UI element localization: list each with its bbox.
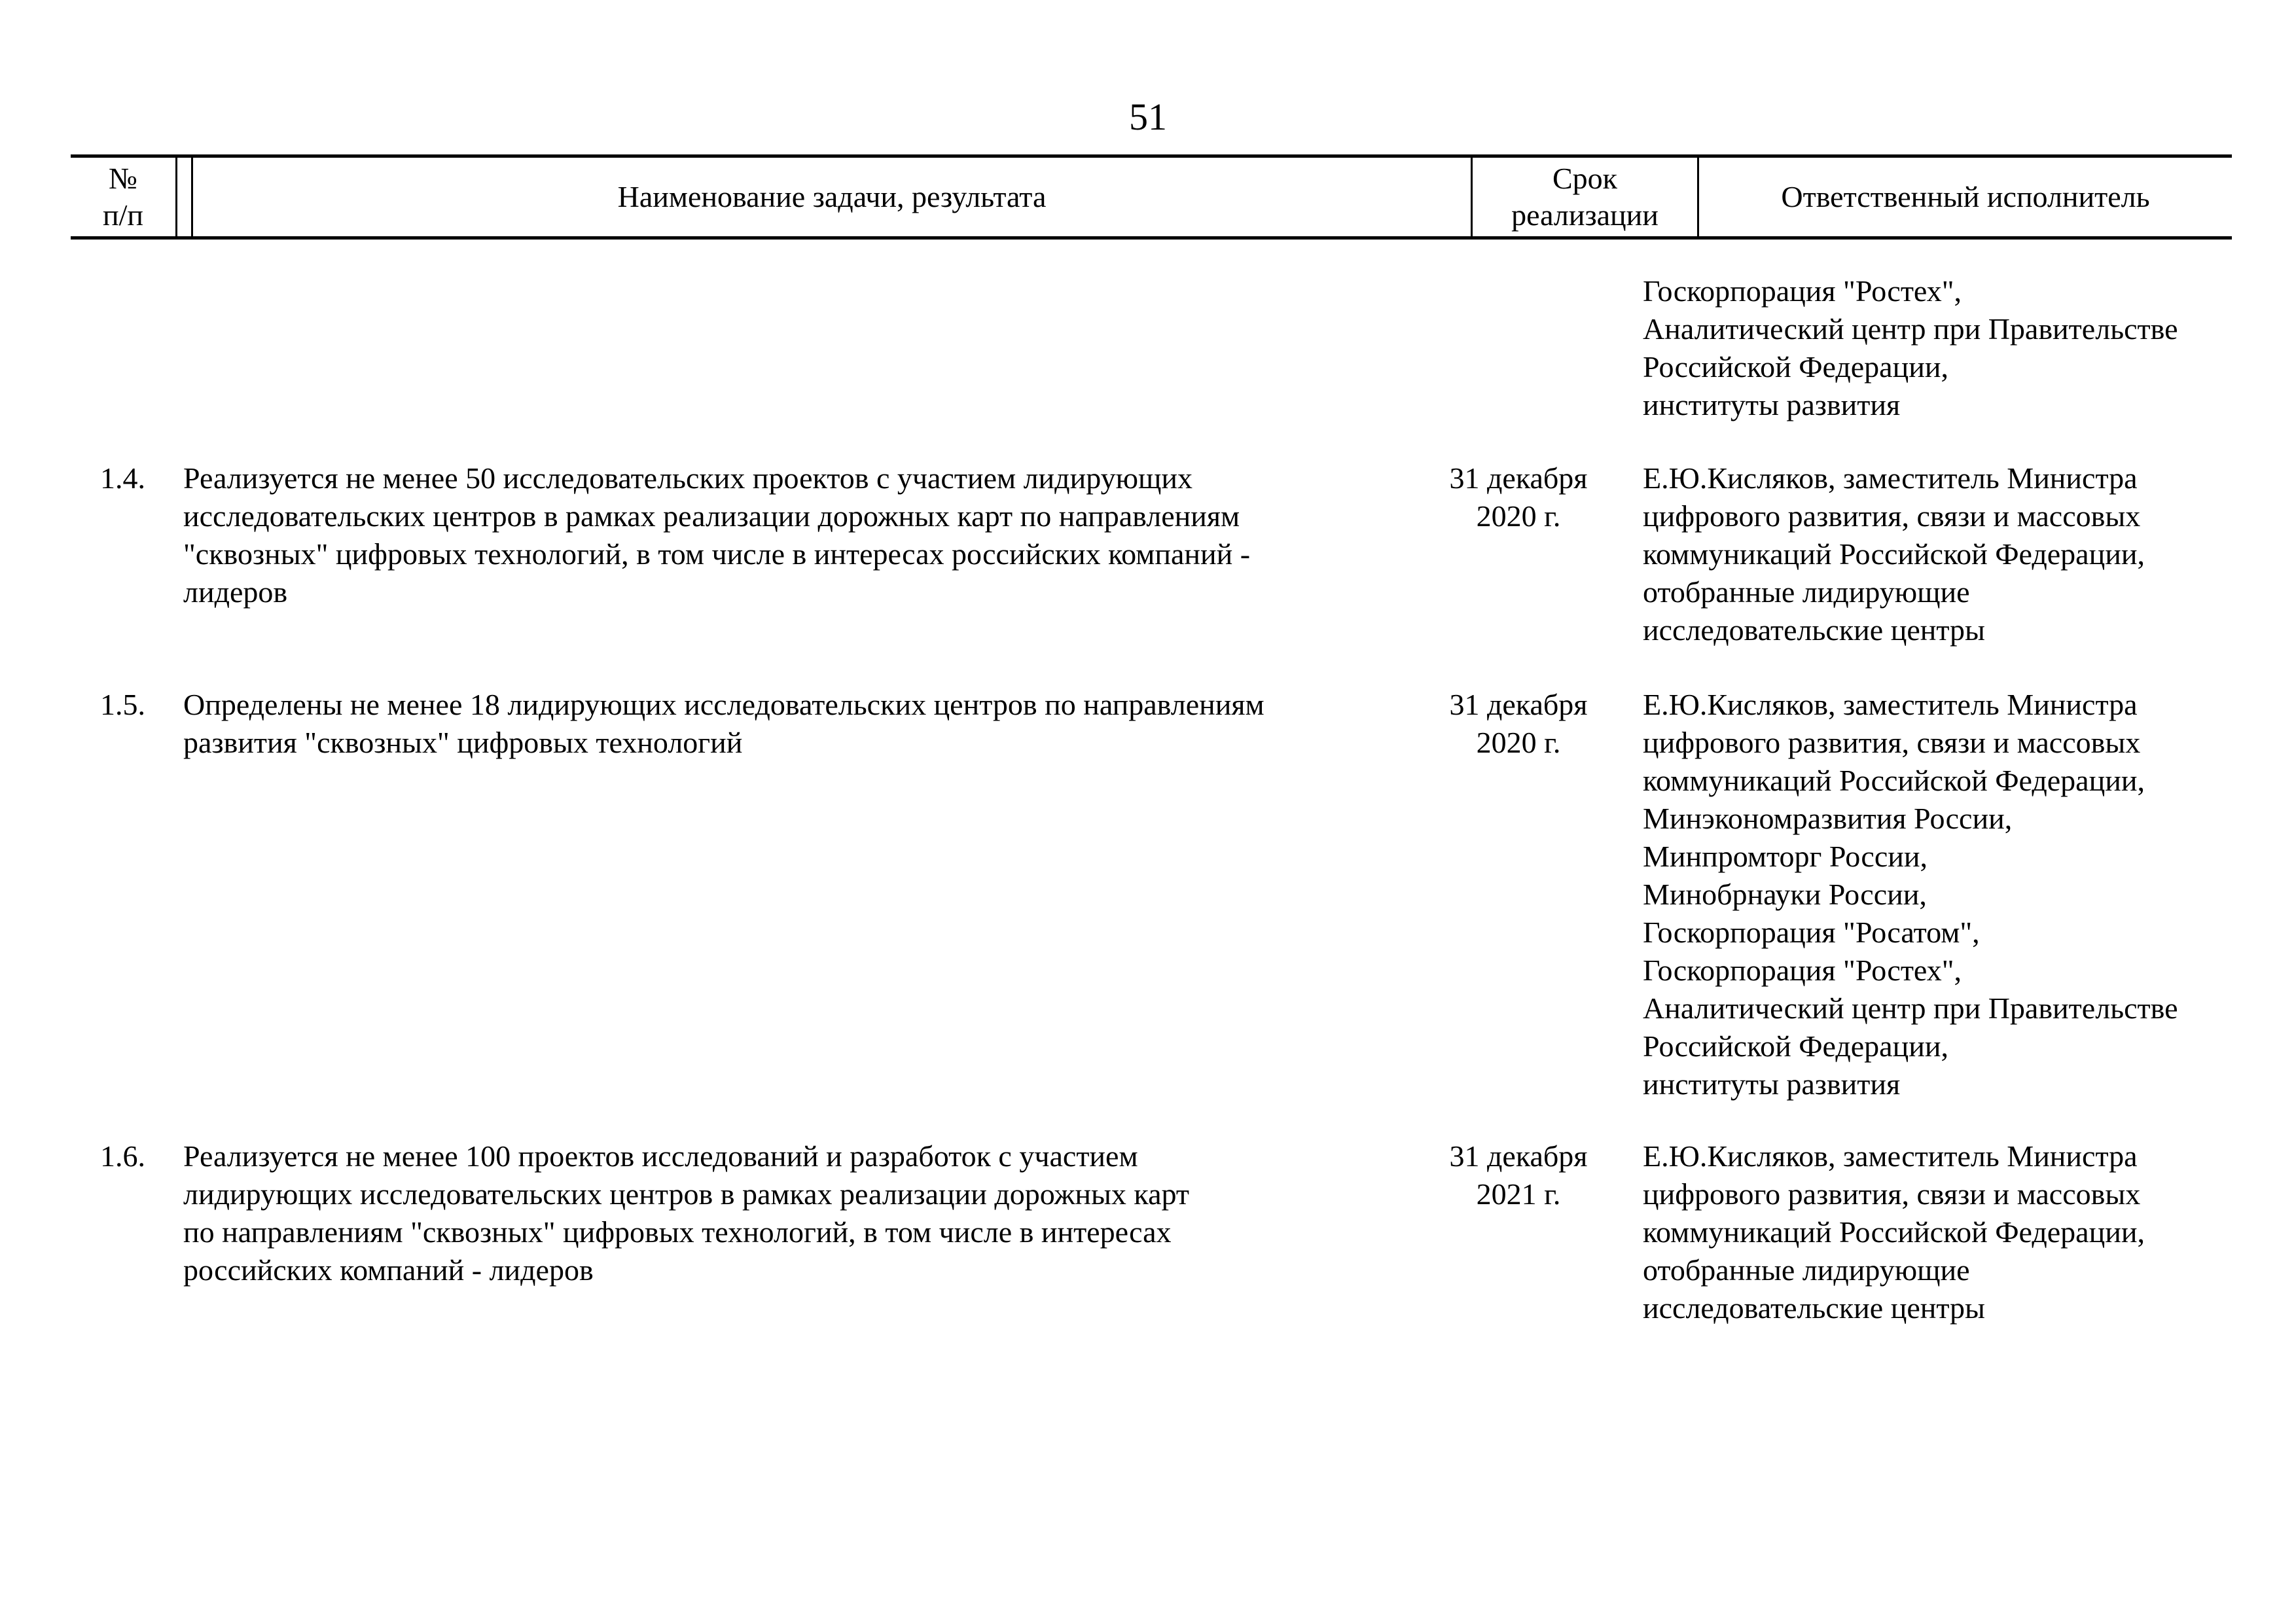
header-task: Наименование задачи, результата: [617, 179, 1047, 213]
row-executor: [1643, 459, 2245, 649]
deadline-line: 2021 г.: [1476, 1177, 1561, 1211]
executor-line: институты развития: [1643, 1067, 1901, 1101]
page-number: 51: [1129, 96, 1167, 138]
executor-line: Госкорпорация "Росатом",: [1643, 916, 1980, 949]
executor-line: Е.Ю.Кисляков, заместитель Министра: [1643, 461, 2138, 495]
header-divider: [175, 158, 177, 236]
executor-line: Минпромторг России,: [1643, 840, 1928, 873]
row-executor: [1643, 1137, 2245, 1327]
row-deadline: [1433, 1137, 1604, 1213]
row-number: 1.6.: [100, 1139, 145, 1173]
task-line: лидеров: [183, 575, 288, 609]
executor-line: Е.Ю.Кисляков, заместитель Министра: [1643, 688, 2138, 721]
row-task: [183, 1137, 1414, 1289]
deadline-line: 31 декабря: [1449, 688, 1588, 721]
executor-line: исследовательские центры: [1643, 613, 1985, 647]
row-task: [183, 459, 1414, 611]
task-line: по направлениям "сквозных" цифровых технологий, в том числе в интересах: [183, 1215, 1172, 1249]
row-deadline: [1433, 459, 1604, 535]
header-num: [71, 158, 175, 236]
header-deadline-line1: Срок: [1552, 161, 1618, 195]
task-line: развития "сквозных" цифровых технологий: [183, 726, 743, 759]
header-deadline-line2: реализации: [1511, 198, 1659, 232]
executor-line: Госкорпорация "Ростех",: [1643, 274, 1962, 308]
row-number: 1.4.: [100, 461, 145, 495]
task-line: "сквозных" цифровых технологий, в том числе в интересах российских компаний -: [183, 537, 1251, 571]
header-executor: Ответственный исполнитель: [1781, 179, 2150, 213]
executor-line: цифрового развития, связи и массовых: [1643, 499, 2141, 533]
executor-line: цифрового развития, связи и массовых: [1643, 726, 2141, 759]
executor-line: Госкорпорация "Ростех",: [1643, 954, 1962, 987]
executor-line: Аналитический центр при Правительстве: [1643, 991, 2178, 1025]
header-num-line1: №: [109, 161, 137, 195]
executor-line: цифрового развития, связи и массовых: [1643, 1177, 2141, 1211]
header-deadline: [1473, 158, 1697, 236]
task-line: лидирующих исследовательских центров в рамках реализации дорожных карт: [183, 1177, 1189, 1211]
executor-line: коммуникаций Российской Федерации,: [1643, 764, 2145, 797]
task-line: Реализуется не менее 100 проектов исследований и разработок с участием: [183, 1139, 1138, 1173]
deadline-line: 31 декабря: [1449, 461, 1588, 495]
executor-line: коммуникаций Российской Федерации,: [1643, 537, 2145, 571]
executor-line: отобранные лидирующие: [1643, 1253, 1970, 1287]
executor-line: Е.Ю.Кисляков, заместитель Министра: [1643, 1139, 2138, 1173]
executor-line: Минобрнауки России,: [1643, 878, 1927, 911]
row-executor: [1643, 686, 2245, 1103]
header-num-line2: п/п: [102, 198, 143, 232]
continuation-executor: [1643, 272, 2245, 424]
executor-line: отобранные лидирующие: [1643, 575, 1970, 609]
deadline-line: 2020 г.: [1476, 499, 1561, 533]
executor-line: Минэкономразвития России,: [1643, 802, 2013, 835]
deadline-line: 31 декабря: [1449, 1139, 1588, 1173]
executor-line: исследовательские центры: [1643, 1291, 1985, 1325]
executor-line: Аналитический центр при Правительстве: [1643, 312, 2178, 346]
executor-line: Российской Федерации,: [1643, 350, 1948, 383]
row-task: [183, 686, 1414, 762]
row-number: 1.5.: [100, 688, 145, 721]
deadline-line: 2020 г.: [1476, 726, 1561, 759]
row-deadline: [1433, 686, 1604, 762]
executor-line: институты развития: [1643, 388, 1901, 421]
table-header: [71, 154, 2232, 240]
task-line: исследовательских центров в рамках реализации дорожных карт по направлениям: [183, 499, 1240, 533]
executor-line: коммуникаций Российской Федерации,: [1643, 1215, 2145, 1249]
executor-line: Российской Федерации,: [1643, 1029, 1948, 1063]
task-line: российских компаний - лидеров: [183, 1253, 594, 1287]
task-line: Определены не менее 18 лидирующих исследовательских центров по направлениям: [183, 688, 1265, 721]
task-line: Реализуется не менее 50 исследовательских проектов с участием лидирующих: [183, 461, 1193, 495]
